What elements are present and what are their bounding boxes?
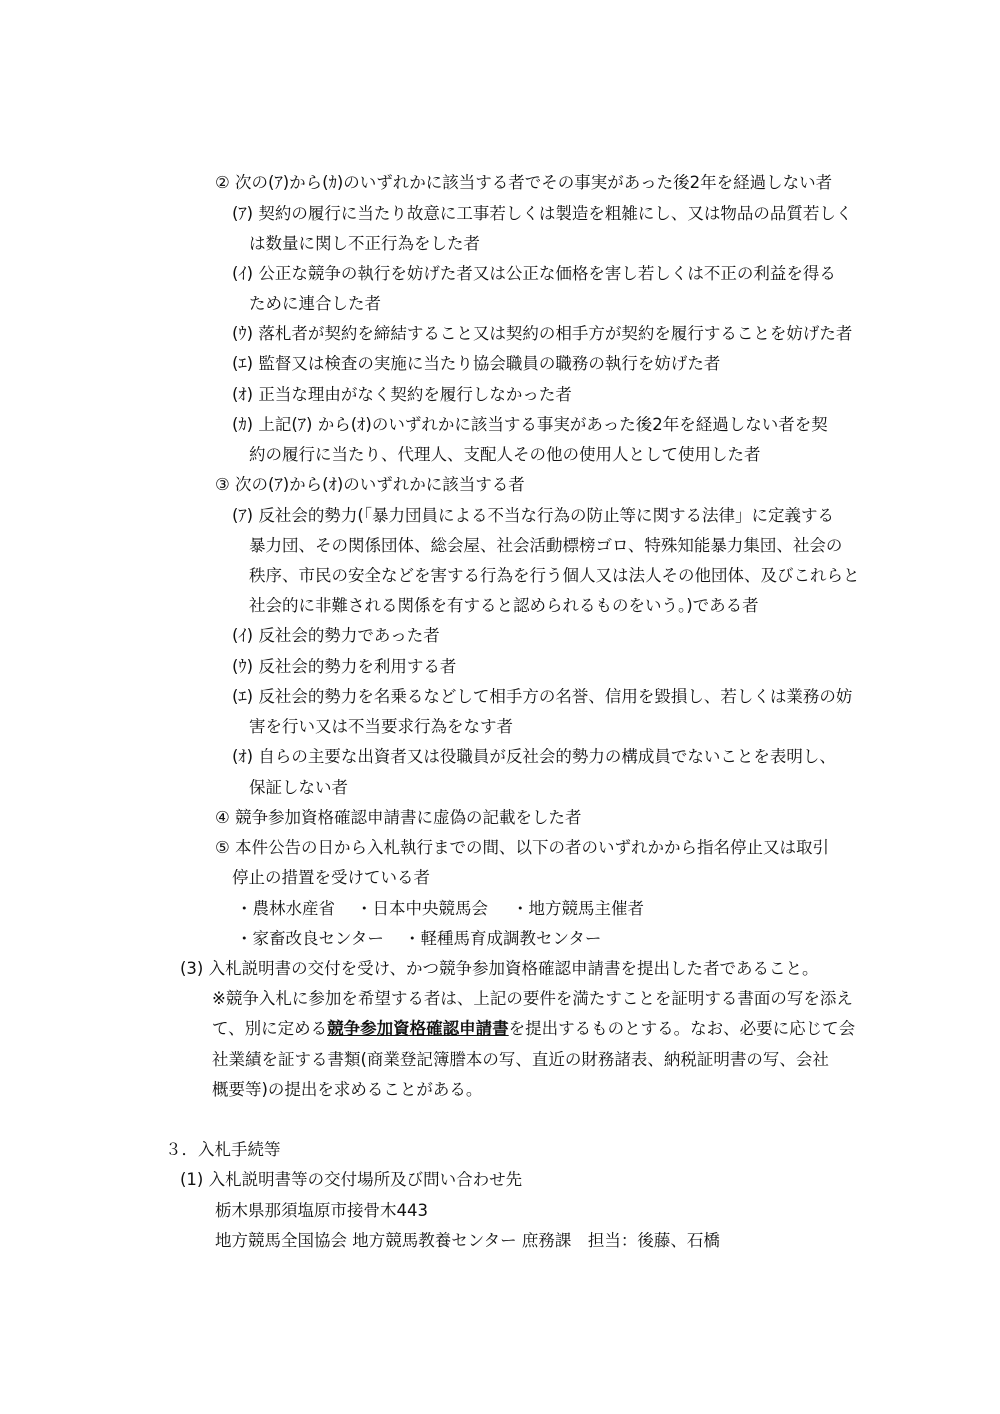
application-form-link: 競争参加資格確認申請書 bbox=[327, 1019, 509, 1038]
item3-a-line2: 暴力団、その関係団体、総会屋、社会活動標榜ゴロ、特殊知能暴力集団、社会の bbox=[249, 536, 843, 555]
org-training-center: ・軽種馬育成調教センター bbox=[404, 929, 602, 948]
para3-note-line2 bbox=[212, 1018, 855, 1040]
item2-a-line1: (ｱ) 契約の履行に当たり故意に工事若しくは製造を粗雑にし、又は物品の品質若しく bbox=[232, 204, 853, 223]
item3-o-line1: (ｵ) 自らの主要な出資者又は役職員が反社会的勢力の構成員でないことを表明し、 bbox=[232, 747, 836, 766]
note-text-pre: て、別に定める bbox=[212, 1019, 328, 1038]
item3-i-line1: (ｲ) 反社会的勢力であった者 bbox=[232, 626, 440, 645]
item5-line1: ⑤ 本件公告の日から入札執行までの間、以下の者のいずれかから指名停止又は取引 bbox=[215, 838, 830, 857]
org-local-racing-organizers: ・地方競馬主催者 bbox=[512, 899, 644, 918]
org-jra: ・日本中央競馬会 bbox=[356, 899, 488, 918]
section3-sub1: (1) 入札説明書等の交付場所及び問い合わせ先 bbox=[180, 1170, 523, 1189]
para3-heading: (3) 入札説明書の交付を受け、かつ競争参加資格確認申請書を提出した者であること。 bbox=[180, 959, 819, 978]
item3-a-line4: 社会的に非難される関係を有すると認められるものをいう。)である者 bbox=[249, 596, 759, 615]
item3-a-line3: 秩序、市民の安全などを害する行為を行う個人又は法人その他団体、及びこれらと bbox=[249, 566, 860, 585]
note-text-post: を提出するものとする。なお、必要に応じて会 bbox=[508, 1019, 856, 1038]
item2-o-line1: (ｵ) 正当な理由がなく契約を履行しなかった者 bbox=[232, 385, 572, 404]
item2-heading: ② 次の(ｱ)から(ｶ)のいずれかに該当する者でその事実があった後2年を経過しない者 bbox=[215, 173, 833, 192]
item3-heading: ③ 次の(ｱ)から(ｵ)のいずれかに該当する者 bbox=[215, 475, 525, 494]
item5-line2: 停止の措置を受けている者 bbox=[232, 868, 430, 887]
section3-heading: ３．入札手続等 bbox=[165, 1140, 281, 1159]
para3-note-line4: 概要等)の提出を求めることがある。 bbox=[212, 1080, 483, 1099]
item2-ka-line1: (ｶ) 上記(ｱ) から(ｵ)のいずれかに該当する事実があった後2年を経過しない者を契 bbox=[232, 415, 828, 434]
item3-e-line1: (ｴ) 反社会的勢力を名乗るなどして相手方の名誉、信用を毀損し、若しくは業務の妨 bbox=[232, 687, 853, 706]
item3-a-line1: (ｱ) 反社会的勢力(「暴力団員による不当な行為の防止等に関する法律」に定義する bbox=[232, 506, 835, 525]
address-line: 栃木県那須塩原市接骨木443 bbox=[215, 1201, 428, 1220]
item2-ka-line2: 約の履行に当たり、代理人、支配人その他の使用人として使用した者 bbox=[249, 445, 761, 464]
item2-u-line1: (ｳ) 落札者が契約を締結すること又は契約の相手方が契約を履行することを妨げた者 bbox=[232, 324, 853, 343]
org-maff: ・農林水産省 bbox=[236, 899, 335, 918]
item3-e-line2: 害を行い又は不当要求行為をなす者 bbox=[249, 717, 513, 736]
item2-i-line2: ために連合した者 bbox=[249, 294, 381, 313]
item4-line: ④ 競争参加資格確認申請書に虚偽の記載をした者 bbox=[215, 808, 582, 827]
item2-a-line2: は数量に関し不正行為をした者 bbox=[249, 234, 480, 253]
item3-o-line2: 保証しない者 bbox=[249, 778, 348, 797]
contact-line: 地方競馬全国協会 地方競馬教養センター 庶務課 担当：後藤、石橋 bbox=[215, 1231, 720, 1250]
para3-note-line1: ※競争入札に参加を希望する者は、上記の要件を満たすことを証明する書面の写を添え bbox=[212, 989, 853, 1008]
para3-note-line3: 社業績を証する書類(商業登記簿謄本の写、直近の財務諸表、納税証明書の写、会社 bbox=[212, 1050, 829, 1069]
item3-u-line1: (ｳ) 反社会的勢力を利用する者 bbox=[232, 657, 457, 676]
item2-e-line1: (ｴ) 監督又は検査の実施に当たり協会職員の職務の執行を妨げた者 bbox=[232, 354, 721, 373]
org-livestock-center: ・家畜改良センター bbox=[236, 929, 384, 948]
item2-i-line1: (ｲ) 公正な競争の執行を妨げた者又は公正な価格を害し若しくは不正の利益を得る bbox=[232, 264, 836, 283]
